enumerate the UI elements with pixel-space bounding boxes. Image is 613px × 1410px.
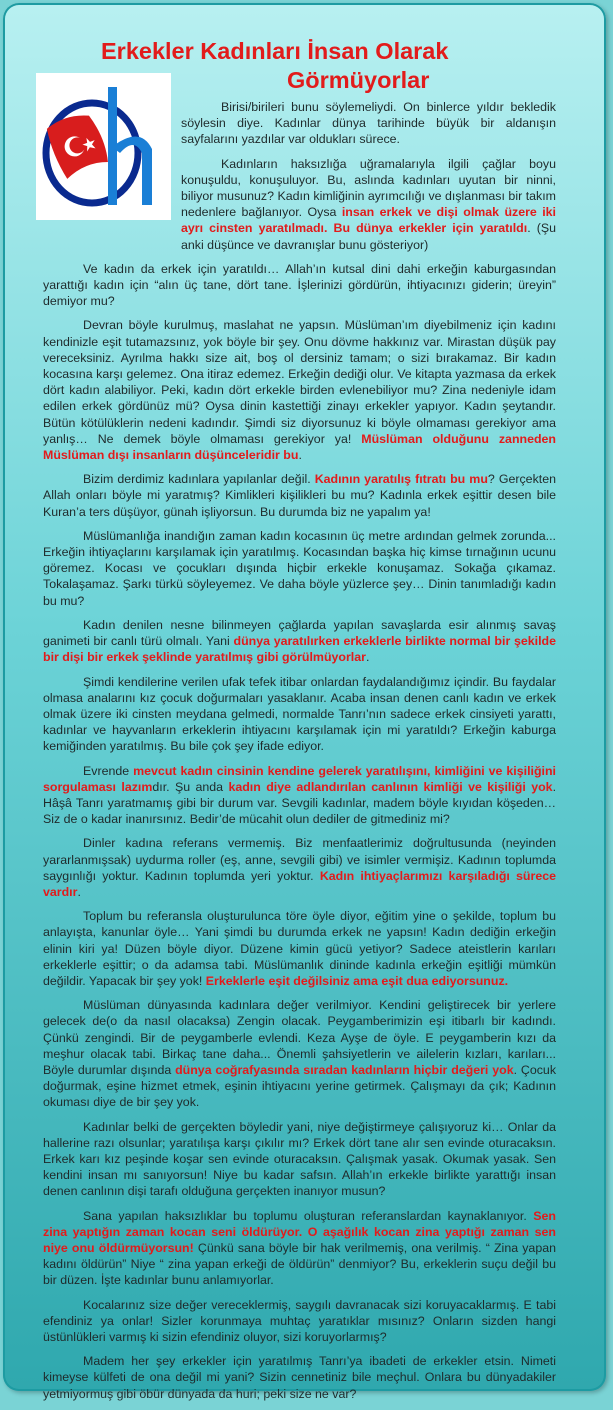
paragraph: Kadın denilen nesne bilinmeyen çağlarda yapılan savaşlarda esir alınmış savaş ganimeti bir canlı türü olmalı. Yani dünya yaratılırken erkeklerle birlikte normal bir şekilde bir dişi bir erkek şeklinde yaratılmış gibi görülmüyorlar. — [43, 617, 556, 665]
paragraph: Kocalarınız size değer vereceklermiş, saygılı davranacak sizi koruyacaklarmış. E tabi efendiniz ya onlar! Sizler korunmaya muhtaç yaratıklar mısınız? Onların sizden hangi üstünlükleri varmış ki sizin efendiniz oluyor, sizi koruyorlarmış? — [43, 1297, 556, 1345]
paragraph: Şimdi kendilerine verilen ufak tefek itibar onlardan faydalandığımız içindir. Bu faydalar olmasa analarını kız çocuk doğurmaları yasaklanır. Acaba insan denen canlı kadın ve erkek olmak üzere iki cinsten meydana gelmedi, normalde Tanrı’nın sadece erkek cinsiyeti yarattı, kadınlar ve hayvanların erkeklerin ihtiyacını karşılamak için mi yaratıldı? Erkeğin kaburga kemiğinden yaratılmış. Bu bile çok şey ifade ediyor. — [43, 674, 556, 754]
paragraph: Devran böyle kurulmuş, maslahat ne yapsın. Müslüman’ım diyebilmeniz için kadını kendinizle eşit tutamazsınız, yok böyle bir şey. Onu dövme hakkınız var. Mirastan düşük pay vereceksiniz. Ayrılma hakkı size ait, boş ol dersiniz tamam; o sizi bırakamaz. Bir kadın kocasına karşı gelemez. Ona itiraz edemez. Erkeğin dediği olur. Ve kitapta yazmasa da erkek dört kadın alabiliyor. Peki, kadın dört erkekle birden evlenebiliyor mu? Zina nedeniyle idam edilen erkek gördünüz mü? Oysa dinin kastettiği zinayı erkekler yapıyor. Kadın şeytandır. Bütün kötülüklerin nedeni kadındır. Şimdi siz diyorsunuz ki böyle olmaması gerekiyor ama yanlış… Ne demek böyle olmaması gerekiyor ya! Müslüman olduğunu zanneden Müslüman dışı insanların düşünceleridir bu. — [43, 318, 557, 463]
paragraph: Bizim derdimiz kadınlara yapılanlar değil. Kadının yaratılış fıtratı bu mu? Gerçekten Allah onları böyle mi yaratmış? Kimlikleri kişilikleri bu mu? Kadınla erkek eşittir desen bile Kuran’a ters düşüyor, günah işliyorsun. Bu durumda biz ne yapalım ya! — [43, 472, 556, 519]
paragraph: Ve kadın da erkek için yaratıldı… Allah’ın kutsal dini dahi erkeğin kaburgasından yarattığı kadın için “alın üç tane, dört tane. İşlerinizi gördürün, ihtiyacınızı giderin; üreyin” demiyor mu? — [43, 261, 556, 309]
paragraph: Müslümanlığa inandığın zaman kadın kocasının üç metre ardından gelmek zorunda... Erkeğin ihtiyaçlarını karşılamak için yaratılmış. Kocasından başka hiç kimse tırnağının ucunu göremez. Kocası ve çocukları dışında hiçbir erkekle konuşamaz. Sokağa çıkamaz. Tokalaşamaz. Şarkı türkü söyleyemez. Ve daha böyle yüzlerce şey… Dinin tanımladığı kadın bu mu? — [43, 528, 556, 608]
article-card — [3, 3, 606, 1401]
paragraph: Toplum bu referansla oluşturulunca töre öyle diyor, eğitim yine o şekilde, toplum bu anlayışta, kanunlar öyle… Yani şimdi bu durumda erkek ne yapsın! Kadın dediğin erkeğin elinin kiri ya! Düzen böyle diyor. Düzene kimin gücü yetiyor? Sadece ateistlerin karıları erkeklerle eşittir; o da adamsa tabi. Müslümanlık dininde kadınla erkeğin eşitliği mümkün değildir. Yapacak bir şey yok! Erkeklerle eşit değilsiniz ama eşit dua ediyorsunuz. — [43, 909, 556, 988]
paragraph: Birisi/birileri bunu söylemeliydi. On binlerce yıldır bekledik söylesin diye. Kadınlar dünya tarihinde büyük bir aldanışın sayfalarını yazdılar var oldukları sürece. — [181, 100, 556, 147]
article-body — [43, 99, 556, 1410]
paragraph: Madem her şey erkekler için yaratılmış Tanrı’ya ibadeti de erkekler etsin. Nimeti kimeyse külfeti de ona değil mi yani? Sizin cennetiniz bile meçhul. Onlara bu dünyadakiler yetmiyormuş gibi öbür dünyada da huri; peki size ne var? — [43, 1354, 556, 1401]
paragraph: Evrende mevcut kadın cinsinin kendine gelerek yaratılışını, kimliğini ve kişiliğini sorgulaması lazımdır. Şu anda kadın diye adlandırılan canlının kimliği ve kişiliği yok. Hâşâ Tanrı yaratmamış gibi bir durum var. Sevgili kadınlar, madem böyle kıyıdan köşeden… Siz de o kadar inanırsınız. Bedir’de mücahit olun dediler de gitmediniz mi? — [43, 763, 557, 827]
paragraph: Sana yapılan haksızlıklar bu toplumu oluşturan referanslardan kaynaklanıyor. Sen zina yaptığın zaman kocan seni öldürüyor. O aşağılık kocan zina yaptığı zaman sen niye onu öldürmüyorsun! Çünkü sana böyle bir hak verilmemiş, ona verilmiş. “ Zina yapan kadını öldürün” Niye “ zina yapan erkeği de öldürün” denmiyor? Bu, erkeklerin suçu değil bu bir düzen. İşte kadınlar bunu anlamıyorlar. — [43, 1208, 556, 1288]
paragraph: Kadınlar belki de gerçekten böyledir yani, niye değiştirmeye çalışıyoruz ki… Onlar da hallerine razı olsunlar; yaratılışa karşı çıkılır mı? Erkek dört tane alır sen evinde oturacaksın. Erkek karı kız peşinde koşar sen evinde oturacaksın. Çalışmak yasak. Okumak yasak. Sen kendini insan mı sanıyorsun! Niye bu kadar safsın. Allah’ın erkekle birlikte yarattığı insan denen canlının dişi tarafı olduğuna gerçekten inanıyor musun? — [43, 1119, 556, 1199]
title-line-2: Görmüyorlar — [287, 67, 430, 93]
paragraph: Kadınların haksızlığa uğramalarıyla ilgili çağlar boyu konuşuldu, konuşuluyor. Bu, aslında kadınları uyutan bir ninni, biliyor musunuz? Kadın kimliğinin ayrımcılığı ve dışlanması bir takım nedenlere bağlanıyor. Oysa insan erkek ve dişi olmak üzere iki ayrı cinsten yaratılmadı. Bu dünya erkekler için yaratıldı. (Şu anki düşünce ve davranışlar bunu gösteriyor) — [181, 156, 556, 252]
paragraph: Müslüman dünyasında kadınlara değer verilmiyor. Kendini geliştirecek bir yerlere gelecek de(o da nasıl olacaksa) Zengin olacak. Peygamberimizin eşi itibarlı bir kadındı. Çünkü zengindi. Bir de peygamberle evlendi. Keza Ayşe de öyle. E peygamberin kızı da meşhur olacak tabi. Birkaç tane daha... Önemli şahsiyetlerin ve ailelerin kızları, karıları... Böyle durumlar dışında dünya coğrafyasında sıradan kadınların hiçbir değeri yok. Çocuk doğurmak, eşine hizmet etmek, eşinin ihtiyacını yerine getirmek. Çalışmayı da çık; Kadının okuması diye de bir şey yok. — [43, 998, 557, 1110]
paragraph: Dinler kadına referans vermemiş. Biz menfaatlerimiz doğrultusunda (neyinden yararlanmışsak) uydurma roller (eş, anne, sevgili gibi) ve isimler vermişiz. Kadının toplumda saygınlığı yoktur. Kadının toplumda yeri yoktur. Kadın ihtiyaçlarımızı karşıladığı sürece vardır. — [43, 836, 556, 899]
title-line-1: Erkekler Kadınları İnsan Olarak — [101, 38, 449, 64]
